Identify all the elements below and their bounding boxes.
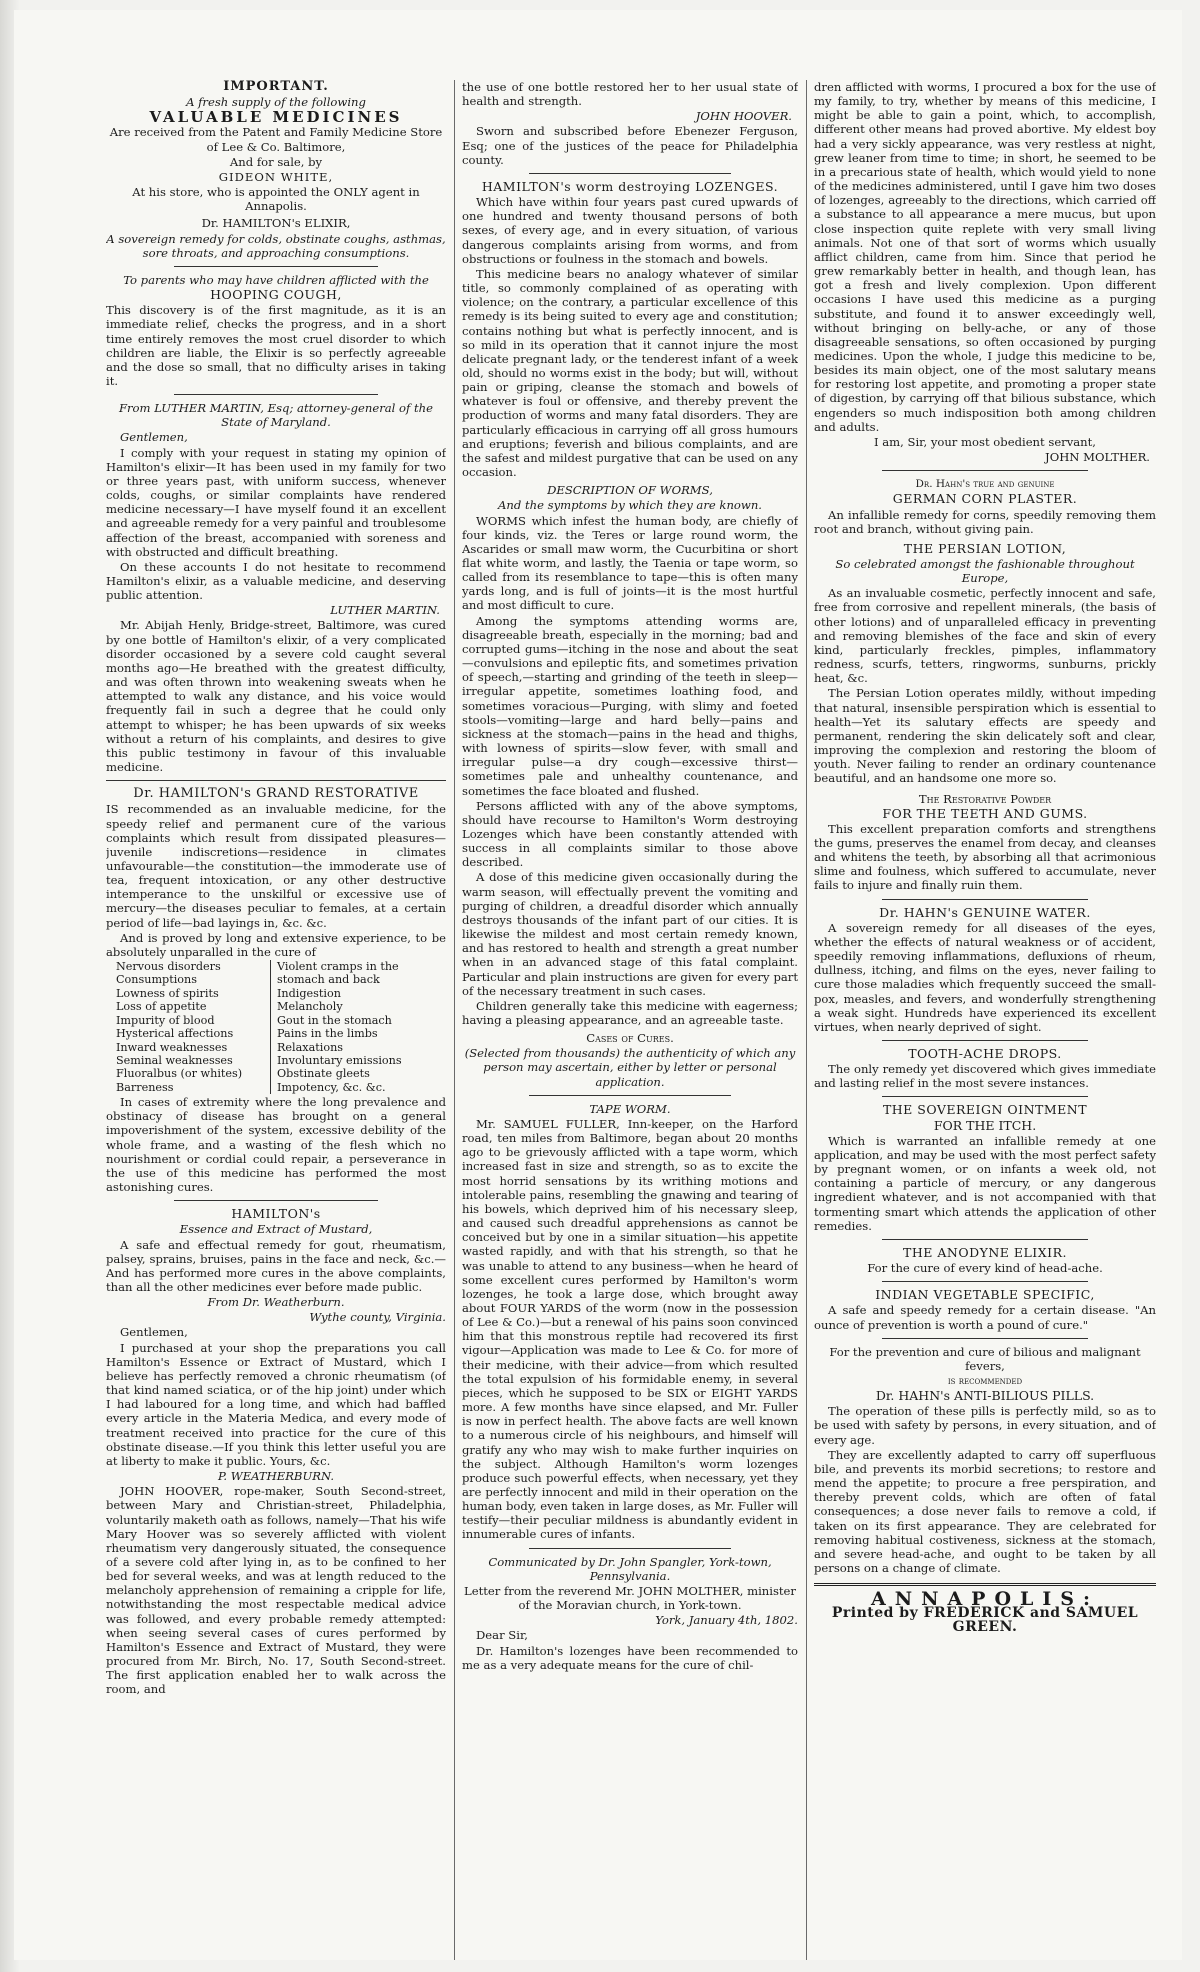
valuable-medicines-heading: VALUABLE MEDICINES — [149, 108, 403, 127]
ailment-item: Barreness — [116, 1080, 174, 1094]
closing: I am, Sir, your most obedient servant, — [873, 434, 1096, 449]
ailment-list-right — [271, 960, 402, 1094]
hoover-affidavit: JOHN HOOVER, rope-maker, South Second-street, between Mary and Christian-street, Philadelphia, voluntarily maketh oath as follows, namely—That his wife Mary Hoover was so severely afflicted with violent rheumatism very dangerously situated, the consequence of a severe cold after lying in, as to be confined to her bed for several weeks, and was at length reduced to the melancholy apprehension of remaining a cripple for life, notwithstanding the most respectable medical advice was followed, and every probable remedy attempted: when seeing several cases of cures performed by Hamilton's Essence and Extract of Mustard, they were procured from Mr. Birch, No. 17, South Second-street. The first application enabled her to walk across the room, and — [106, 1484, 446, 1697]
ointment-heading: THE SOVEREIGN OINTMENT — [882, 1102, 1088, 1118]
description-text-1: WORMS which infest the human body, are chiefly of four kinds, viz. the Teres or large round worm, the Ascarides or small maw worm, the Cucurbitina or short flat white worm, and lastly, the Taenia or tape worm, so called from its resemblance to tape—this is often many yards long, and is full of joints—it is the most hurtful and most difficult to cure. — [462, 513, 798, 613]
hoover-continued: the use of one bottle restored her to her usual state of health and strength. — [462, 80, 798, 109]
persian-lotion-text-1: As an invaluable cosmetic, perfectly innocent and safe, free from corrosive and repellent minerals, (the basis of other lotions) and of unparalleled efficacy in preventing and removing blemishes of the face and skin of every kind, particularly freckles, pimples, inflammatory redness, scurfs, tetters, ringworms, sunburns, prickly heat, &c. — [814, 586, 1156, 686]
divider — [882, 1281, 1087, 1282]
divider — [106, 780, 446, 781]
divider — [174, 394, 378, 395]
wythe-county: Wythe county, Virginia. — [309, 1310, 446, 1325]
persian-lotion-text-2: The Persian Lotion operates mildly, without impeding that natural, insensible perspiration which is essential to health—Yet its salutary effects are speedy and permanent, rendering the skin delicately soft and clear, improving the complexion and restoring the bloom of youth. Never failing to render an ordinary countenance beautiful, and an handsome one more so. — [814, 686, 1156, 786]
printer-name: GREEN. — [952, 1619, 1018, 1635]
agent-store: At his store, who is appointed the ONLY agent in Annapolis. — [132, 185, 420, 214]
luther-martin-letter: I comply with your request in stating my opinion of Hamilton's elixir—It has been used in my family for two or three years past, with uniform success, whenever colds, coughs, or similar complaints have rendered medicine necessary—I have myself found it an excellent and agreeable remedy for a very painful and troublesome affection of the breast, accompanied with soreness and with obstructed and difficult breathing. — [106, 445, 446, 559]
anodyne-text: For the cure of every kind of head-ache. — [867, 1261, 1103, 1276]
ailment-item: Violent cramps in the — [277, 960, 399, 974]
divider — [882, 1338, 1087, 1339]
indian-specific-heading: INDIAN VEGETABLE SPECIFIC, — [875, 1287, 1095, 1303]
divider — [174, 266, 378, 267]
column-3 — [814, 80, 1156, 1635]
description-of-worms-heading: DESCRIPTION OF WORMS, — [547, 483, 713, 498]
salutation: Gentlemen, — [120, 430, 188, 445]
ailment-item: Seminal weaknesses — [116, 1053, 233, 1067]
annapolis-imprint: ANNAPOLIS: — [870, 1588, 1100, 1611]
ailment-item: stomach and back — [277, 973, 380, 987]
ailment-item: Impotency, &c. &c. — [277, 1080, 386, 1094]
parents-line: To parents who may have children afflicted with the — [123, 272, 429, 287]
ailment-item: Consumptions — [116, 973, 197, 987]
ointment-heading-2: FOR THE ITCH. — [933, 1117, 1037, 1133]
tape-worm-case: Mr. SAMUEL FULLER, Inn-keeper, on the Harford road, ten miles from Baltimore, began about 20 months ago to be grievously afflicted with a tape worm, which increased fast in size and strength, so as to excite the most horrid sensations by its writhing motions and intolerable pains, resembling the gnawing and tearing of his bowels, which deprived him of his necessary sleep, and caused such dreadful apprehensions as cannot be conceived but by one in a similar situation—his appetite wasted rapidly, and with that his strength, so that he was unable to attend to any business—when he heard of some excellent cures performed by Hamilton's worm lozenges, he took a large dose, which brought away about FOUR YARDS of the worm (now in the possession of Lee & Co.)—but a renewal of his pains soon convinced him that this monstrous reptile had recovered its first vigour—Application was made to Lee & Co. for more of their medicine, with their advice—from which resulted the total expulsion of his formidable enemy, in several pieces, which he supposed to be SIX or EIGHT YARDS more. A few months have since elapsed, and Mr. Fuller is now in perfect health. The above facts are well known to a numerous circle of his neighbours, and himself will gratify any who may wish to make further inquiries on the subject. Although Hamilton's worm lozenges produce such powerful effects, when necessary, yet they are perfectly innocent and mild in their operation on the human body, even taken in large doses, as Mr. Fuller will testify—their peculiar mildness is abundantly evident in innumerable cures of infants. — [462, 1116, 798, 1542]
ailment-item: Pains in the limbs — [277, 1027, 378, 1041]
hooping-text: This discovery is of the first magnitude, as it is an immediate relief, checks the progress, and in a short time entirely removes the most cruel disorder to which children are liable, the Elixir is so perfectly agreeable and the dose so small, that no difficulty arises in taking it. — [106, 303, 446, 388]
divider — [882, 1040, 1087, 1041]
salutation: Dear Sir, — [476, 1628, 528, 1643]
divider — [882, 1239, 1087, 1240]
hooping-cough-heading: HOOPING COUGH, — [210, 287, 342, 303]
teeth-gums-heading: FOR THE TEETH AND GUMS. — [882, 805, 1088, 821]
elixir-subheading: A sovereign remedy for colds, obstinate coughs, asthmas, sore throats, and approaching consumptions. — [106, 231, 446, 260]
molther-letter-start: Dr. Hamilton's lozenges have been recommended to me as a very adequate means for the cure of chil- — [462, 1643, 798, 1672]
corn-plaster-text: An infallible remedy for corns, speedily removing them root and branch, without giving pain. — [814, 507, 1156, 536]
column-rule — [806, 80, 807, 1960]
divider — [882, 470, 1087, 471]
tape-worm-heading: TAPE WORM. — [589, 1101, 671, 1116]
teeth-gums-text: This excellent preparation comforts and strengthens the gums, preserves the enamel from decay, and cleanses and whitens the teeth, by absorbing all that acrimonious slime and foulness, which suffered to accumulate, never fails to injure and finally ruin them. — [814, 821, 1156, 893]
luther-martin-letter-2: On these accounts I do not hesitate to recommend Hamilton's elixir, as a valuable medicine, and deserving public attention. — [106, 559, 446, 603]
anti-bilious-heading: Dr. HAHN's ANTI-BILIOUS PILLS. — [875, 1388, 1095, 1404]
newspaper-page — [14, 10, 1182, 1960]
description-text-3: Persons afflicted with any of the above symptoms, should have recourse to Hamilton's Worm destroying Lozenges which have been constantly attended with success in all complaints similar to those above described. — [462, 798, 798, 870]
salutation: Gentlemen, — [120, 1325, 188, 1340]
column-1 — [106, 80, 446, 1698]
ailment-item: Melancholy — [277, 1000, 343, 1014]
restorative-powder-subheading: The Restorative Powder — [918, 791, 1052, 806]
molther-signature: JOHN MOLTHER. — [1045, 450, 1150, 465]
cases-of-cures-heading: Cases of Cures. — [586, 1031, 674, 1046]
hoover-signature: JOHN HOOVER. — [695, 109, 792, 124]
description-subheading: And the symptoms by which they are known. — [498, 498, 762, 513]
grand-restorative-text: IS recommended as an invaluable medicine, for the speedy relief and permanent cure of the various complaints which result from dissipated pleasures—juvenile indiscretions—residence in climates unfavourable—the constitution—the immoderate use of tea, frequent intoxication, or any other destructive intemperance to the unskilful or excessive use of mercury—the diseases peculiar to females, at a certain period of life—bad layings in, &c. &c. — [106, 802, 446, 930]
description-text-4: A dose of this medicine given occasionally during the warm season, will effectually prevent the vomiting and purging of children, a dreadful disorder which annually destroys thousands of the infant part of our cities. It is likewise the mildest and most certain remedy known, and has restored to health and strength a great number when in an advanced stage of this fatal complaint. Particular and plain instructions are given for every part of the necessary treatment in such cases. — [462, 870, 798, 998]
ailment-item: Lowness of spirits — [116, 986, 219, 1000]
description-text-5: Children generally take this medicine with eagerness; having a pleasing appearance, and an agreeable taste. — [462, 998, 798, 1027]
for-sale: And for sale, by — [229, 154, 323, 169]
ailment-list-left — [116, 960, 271, 1094]
elixir-heading: Dr. HAMILTON's ELIXIR, — [201, 216, 351, 231]
pills-text-2: They are excellently adapted to carry off superfluous bile, and prevents its morbid secretions; to restore and mend the appetite; to procure a free perspiration, and thereby prevent colds, which are often of fatal consequences; a dose never fails to remove a cold, if taken on its first appearance. They are celebrated for removing habitual costiveness, sickness at the stomach, and severe head-ache, and ought to be taken by all persons on a change of climate. — [814, 1447, 1156, 1575]
divider — [529, 173, 731, 174]
column-rule — [454, 80, 455, 1960]
genuine-water-heading: Dr. HAHN's GENUINE WATER. — [879, 904, 1091, 920]
prevention-line: For the prevention and cure of bilious and malignant fevers, — [829, 1344, 1141, 1373]
worm-lozenges-heading: HAMILTON's worm destroying LOZENGES. — [481, 178, 779, 194]
corn-plaster-subheading: Dr. Hahn's true and genuine — [915, 478, 1055, 491]
communicated-by: Communicated by Dr. John Spangler, York-town, Pennsylvania. — [488, 1554, 772, 1583]
luther-martin-intro: From LUTHER MARTIN, Esq; attorney-general of the State of Maryland. — [118, 401, 434, 430]
agent-name: GIDEON WHITE, — [218, 169, 334, 184]
divider — [529, 1095, 731, 1096]
divider — [174, 1200, 378, 1201]
ailment-item: Gout in the stomach — [277, 1013, 392, 1027]
fresh-supply: A fresh supply of the following — [186, 95, 366, 110]
grand-restorative-text-3: In cases of extremity where the long prevalence and obstinacy of disease has brought on a general impoverishment of the system, excessive debility of the whole frame, and a wasting of the flesh which no nourishment or cordial could repair, a perseverance in the use of this medicine has performed the most astonishing cures. — [106, 1095, 446, 1195]
ailment-item: Obstinate gleets — [277, 1067, 370, 1081]
ailment-item: Relaxations — [277, 1040, 344, 1054]
persian-lotion-heading: THE PERSIAN LOTION, — [903, 540, 1067, 556]
weatherburn-letter: I purchased at your shop the preparations you call Hamilton's Essence or Extract of Mustard, which I believe has perfectly removed a chronic rheumatism (of that kind named sciatica, or of the hip joint) under which I had laboured for a long time, and which had baffled every article in the Materia Medica, and every mode of treatment received into practice for the cure of this obstinate disease.—If you think this letter useful you are at liberty to make it public. Yours, &c. — [106, 1340, 446, 1468]
essence-text: A safe and effectual remedy for gout, rheumatism, palsey, sprains, bruises, pains in the face and neck, &c.—And has performed more cures in the above complaints, than all the other medicines ever before made public. — [106, 1237, 446, 1294]
genuine-water-text: A sovereign remedy for all diseases of the eyes, whether the effects of natural weakness or of accident, speedily removing inflammations, defluxions of rheum, dullness, itching, and films on the eyes, never failing to cure those maladies which frequently succeed the small-pox, measles, and fevers, and wonderfully strengthening a weak sight. Hundreds have experienced its excellent virtues, when nearly deprived of sight. — [814, 920, 1156, 1034]
colophon — [814, 1583, 1156, 1634]
indian-specific-text: A safe and speedy remedy for a certain disease. "An ounce of prevention is worth a pound of cure." — [814, 1303, 1156, 1332]
worm-text-1: Which have within four years past cured upwards of one hundred and twenty thousand persons of both sexes, of every age, and in every situation, of various dangerous complaints arising from worms, and from obstructions or foulness in the stomach and bowels. — [462, 195, 798, 266]
heading-important: IMPORTANT. — [223, 80, 329, 94]
luther-martin-signature: LUTHER MARTIN. — [330, 603, 440, 618]
weatherburn-signature: P. WEATHERBURN. — [217, 1469, 335, 1484]
henly-testimonial: Mr. Abijah Henly, Bridge-street, Baltimore, was cured by one bottle of Hamilton's elixir, of a very complicated disorder occasioned by a severe cold caught several months ago—He breathed with the greatest difficulty, and was often thrown into weakening sweats when he attempted to walk any distance, and his voice would frequently fail in such a degree that he could only attempt to whisper; he has been upwards of six weeks without a return of his complaints, and desires to give this public testimony in favour of this invaluable medicine. — [106, 618, 446, 775]
received-line: Are received from the Patent and Family Medicine Store of Lee & Co. Baltimore, — [109, 125, 443, 154]
ailment-item: Indigestion — [277, 986, 341, 1000]
ointment-text: Which is warranted an infallible remedy at one application, and may be used with the most perfect safety by pregnant women, or on infants a week old, not containing a particle of mercury, or any dangerous ingredient whatever, and is not accompanied with that tormenting smart which attends the application of other remedies. — [814, 1133, 1156, 1233]
grand-restorative-text-2: And is proved by long and extensive experience, to be absolutely unparalled in the cure of — [106, 930, 446, 959]
ailment-item: Inward weaknesses — [116, 1040, 228, 1054]
essence-heading: Essence and Extract of Mustard, — [179, 1222, 373, 1237]
tooth-ache-text: The only remedy yet discovered which gives immediate and lasting relief in the most severe instances. — [814, 1062, 1156, 1091]
printer-line: Printed by FREDERICK and SAMUEL — [831, 1605, 1139, 1622]
anodyne-heading: THE ANODYNE ELIXIR. — [903, 1244, 1067, 1260]
divider — [882, 1096, 1087, 1097]
ailment-item: Fluoralbus (or whites) — [116, 1067, 243, 1081]
sworn-statement: Sworn and subscribed before Ebenezer Ferguson, Esq; one of the justices of the peace for Philadelphia county. — [462, 124, 798, 167]
letter-date: York, January 4th, 1802. — [655, 1613, 798, 1628]
corn-plaster-heading: GERMAN CORN PLASTER. — [892, 491, 1078, 507]
ailment-item: Impurity of blood — [116, 1013, 215, 1027]
weatherburn-intro: From Dr. Weatherburn. — [207, 1295, 345, 1310]
ailment-item: Involuntary emissions — [277, 1053, 402, 1067]
tooth-ache-heading: TOOTH-ACHE DROPS. — [908, 1046, 1062, 1061]
molther-letter-continued: dren afflicted with worms, I procured a box for the use of my family, to try, whether by means of this medicine, I might be able to gain a point, which, to accomplish, different other means had proved abortive. My eldest boy had a very sickly appearance, was very restless at night, grew leaner from time to time; in short, he seemed to be in a precarious state of health, which would yield to none of the medicines administered, until I gave him two doses of lozenges, agreeably to the directions, which carried off a substance to all appearance a mere mucus, but upon close inspection quite replete with very small living animals. Not one of that sort of worms which usually afflict children, came from him. Since that period he grew remarkably better in health, and though lean, has got a fresh and lively complexion. Upon different occasions I have used this medicine as a purging substitute, and found it to answer exceedingly well, without bringing on belly-ache, or any of those disagreeable sensations, so often occasioned by purging medicines. Upon the whole, I judge this medicine to be, besides its main object, one of the most salutary means for restoring lost appetite, and promoting a proper state of digestion, by carrying off that bilious substance, which engenders so much indisposition both among children and adults. — [814, 80, 1156, 434]
column-2 — [462, 80, 798, 1673]
divider — [529, 1548, 731, 1549]
recommended-line: is recommended — [947, 1374, 1023, 1387]
divider — [882, 899, 1087, 900]
pills-text-1: The operation of these pills is perfectly mild, so as to be used with safety by persons, in every situation, and of every age. — [814, 1404, 1156, 1447]
ailment-item: Loss of appetite — [116, 1000, 207, 1014]
grand-restorative-heading: Dr. HAMILTON's GRAND RESTORATIVE — [133, 786, 419, 802]
hamiltons-heading: HAMILTON's — [231, 1206, 321, 1222]
ailment-item: Nervous disorders — [116, 960, 221, 974]
worm-text-2: This medicine bears no analogy whatever of similar title, so commonly complained of as operating with violence; on the contrary, a particular excellence of this remedy is its being suited to every age and constitution; contains nothing but what is perfectly innocent, and is so mild in its operation that it cannot injure the most delicate pregnant lady, or the tenderest infant of a week old, should no worms exist in the body; but will, without pain or griping, cleanse the stomach and bowels of whatever is foul or offensive, and thereby prevent the production of worms and many fatal disorders. They are particularly efficacious in carrying off all gross humours and eruptions; feverish and bilious complaints, and are the safest and mildest purgative that can be used on any occasion. — [462, 266, 798, 480]
molther-letter-intro: Letter from the reverend Mr. JOHN MOLTHER, minister of the Moravian church, in York-town. — [464, 1583, 796, 1613]
persian-lotion-subheading: So celebrated amongst the fashionable throughout Europe, — [835, 557, 1135, 586]
ailment-item: Hysterical affections — [116, 1027, 234, 1041]
ailment-list — [116, 960, 446, 1094]
cases-subheading: (Selected from thousands) the authenticity of which any person may ascertain, either by letter or personal application. — [464, 1046, 796, 1089]
description-text-2: Among the symptoms attending worms are, disagreeable breath, especially in the morning; bad and corrupted gums—itching in the nose and about the seat—convulsions and epileptic fits, and sometimes privation of speech,—starting and grinding of the teeth in sleep—irregular appetite, sometimes loathing food, and sometimes voracious—Purging, with slimy and foeted stools—vomiting—large and hard belly—pains and sickness at the stomach—pains in the head and thighs, with lowness of spirits—slow fever, with small and irregular pulse—a dry cough—excessive thirst—sometimes pale and unhealthy countenance, and sometimes the face bloated and flushed. — [462, 613, 798, 798]
